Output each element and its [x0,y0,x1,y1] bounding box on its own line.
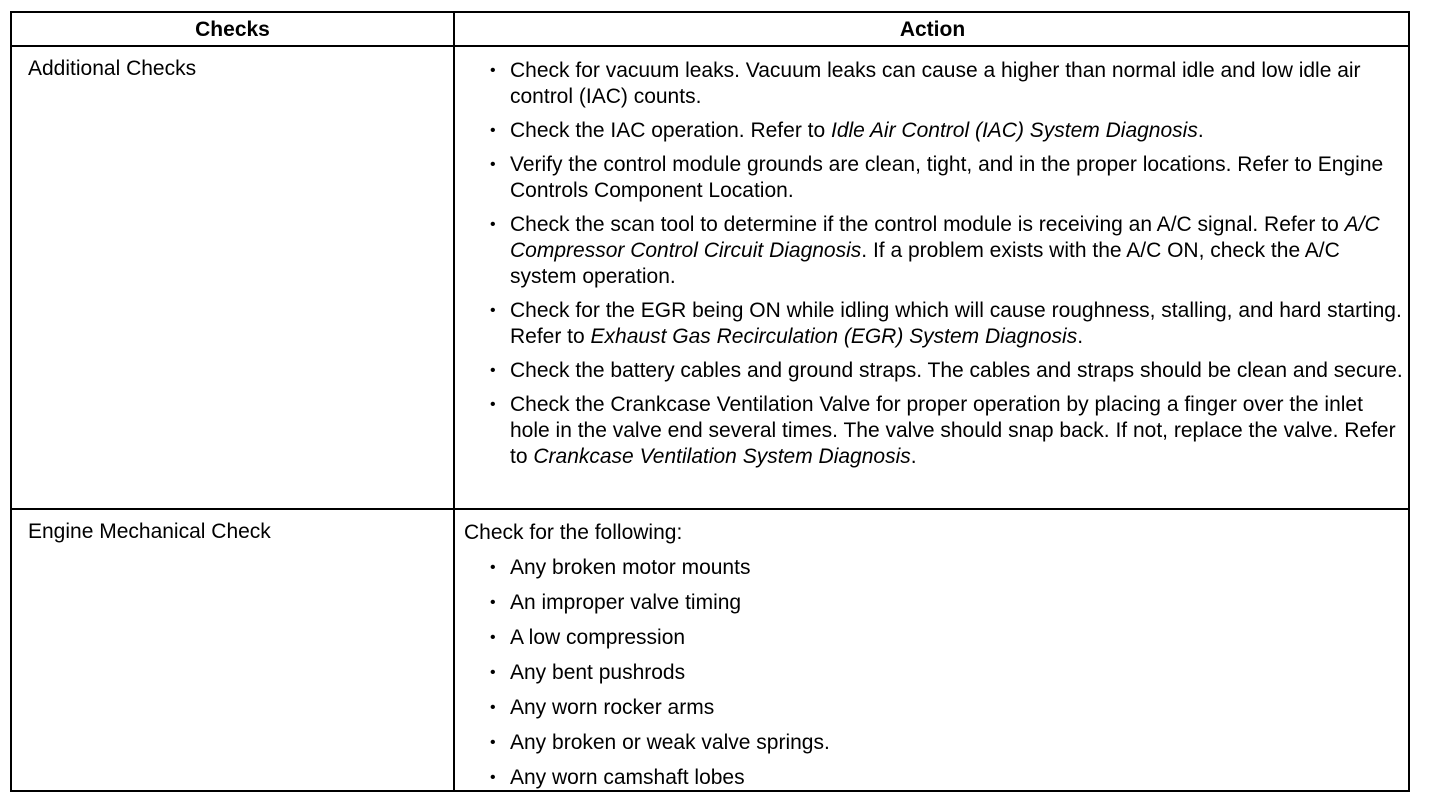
bullet-item [464,298,1404,350]
bullet-icon: • [490,664,496,681]
bullet-icon: • [490,302,496,319]
row-2-action [464,520,1404,800]
bullet-icon: • [490,156,496,173]
bullet-text: Any bent pushrods [510,661,686,684]
row-divider [12,508,1408,510]
bullet-icon: • [490,734,496,751]
bullet-item [464,58,1404,110]
italic-reference: Idle Air Control (IAC) System Diagnosis [831,119,1198,142]
row-2-intro: Check for the following: [464,521,683,544]
bullet-item [464,118,1404,144]
bullet-text: A low compression [510,626,686,649]
row-2-check: Engine Mechanical Check [28,520,271,543]
bullet-icon: • [490,699,496,716]
bullet-text: Check the battery cables and ground straps. The cables and straps should be clean and secure. [510,359,1403,382]
bullet-item [464,358,1404,384]
bullet-icon: • [490,122,496,139]
bullet-text: An improper valve timing [510,591,742,614]
bullet-text: Any broken or weak valve springs. [510,731,830,754]
row-1-bullet-list [464,58,1404,470]
bullet-text: Any worn camshaft lobes [510,766,745,789]
italic-reference: A/C Compressor Control Circuit Diagnosis [510,213,1380,262]
bullet-text: Check the Crankcase Ventilation Valve for proper operation by placing a finger over the inlet hole in the valve end several times. The valve should snap back. If not, replace the valve. Refer to [510,393,1396,468]
bullet-text: . [1077,325,1084,348]
bullet-icon: • [490,559,496,576]
bullet-text: . If a problem exists with the A/C ON, check the A/C system operation. [510,239,1340,288]
bullet-icon: • [490,769,496,786]
bullet-item [464,730,1404,756]
column-divider [453,13,455,790]
bullet-icon: • [490,216,496,233]
bullet-text: Any broken motor mounts [510,556,751,579]
bullet-icon: • [490,629,496,646]
bullet-item [464,555,1404,581]
row-2-bullet-list [464,555,1404,791]
bullet-text: Check the IAC operation. Refer to [510,119,831,142]
bullet-text: . [910,445,917,468]
bullet-icon: • [490,62,496,79]
italic-reference: Exhaust Gas Recirculation (EGR) System Diagnosis [590,325,1078,348]
row-1-check: Additional Checks [28,57,197,80]
italic-reference: Crankcase Ventilation System Diagnosis [533,445,911,468]
header-checks: Checks [195,18,270,41]
bullet-icon: • [490,396,496,413]
bullet-item [464,590,1404,616]
bullet-item [464,765,1404,791]
bullet-item [464,212,1404,290]
bullet-item [464,152,1404,204]
bullet-item [464,392,1404,470]
bullet-icon: • [490,362,496,379]
bullet-text: Verify the control module grounds are clean, tight, and in the proper locations. Refer to Engine Controls Component Location. [510,153,1384,202]
bullet-item [464,660,1404,686]
header-action: Action [899,18,966,41]
bullet-text: Check for vacuum leaks. Vacuum leaks can cause a higher than normal idle and low idle air control (IAC) counts. [510,59,1361,108]
bullet-text: . [1197,119,1204,142]
bullet-text: Check the scan tool to determine if the control module is receiving an A/C signal. Refer to [510,213,1345,236]
bullet-text: Any worn rocker arms [510,696,715,719]
row-1-action [464,58,1404,478]
bullet-text: Check for the EGR being ON while idling which will cause roughness, stalling, and hard starting. Refer to [510,299,1402,348]
header-divider [12,45,1408,47]
bullet-icon: • [490,594,496,611]
bullet-item [464,695,1404,721]
bullet-item [464,625,1404,651]
checks-table [10,11,1410,792]
